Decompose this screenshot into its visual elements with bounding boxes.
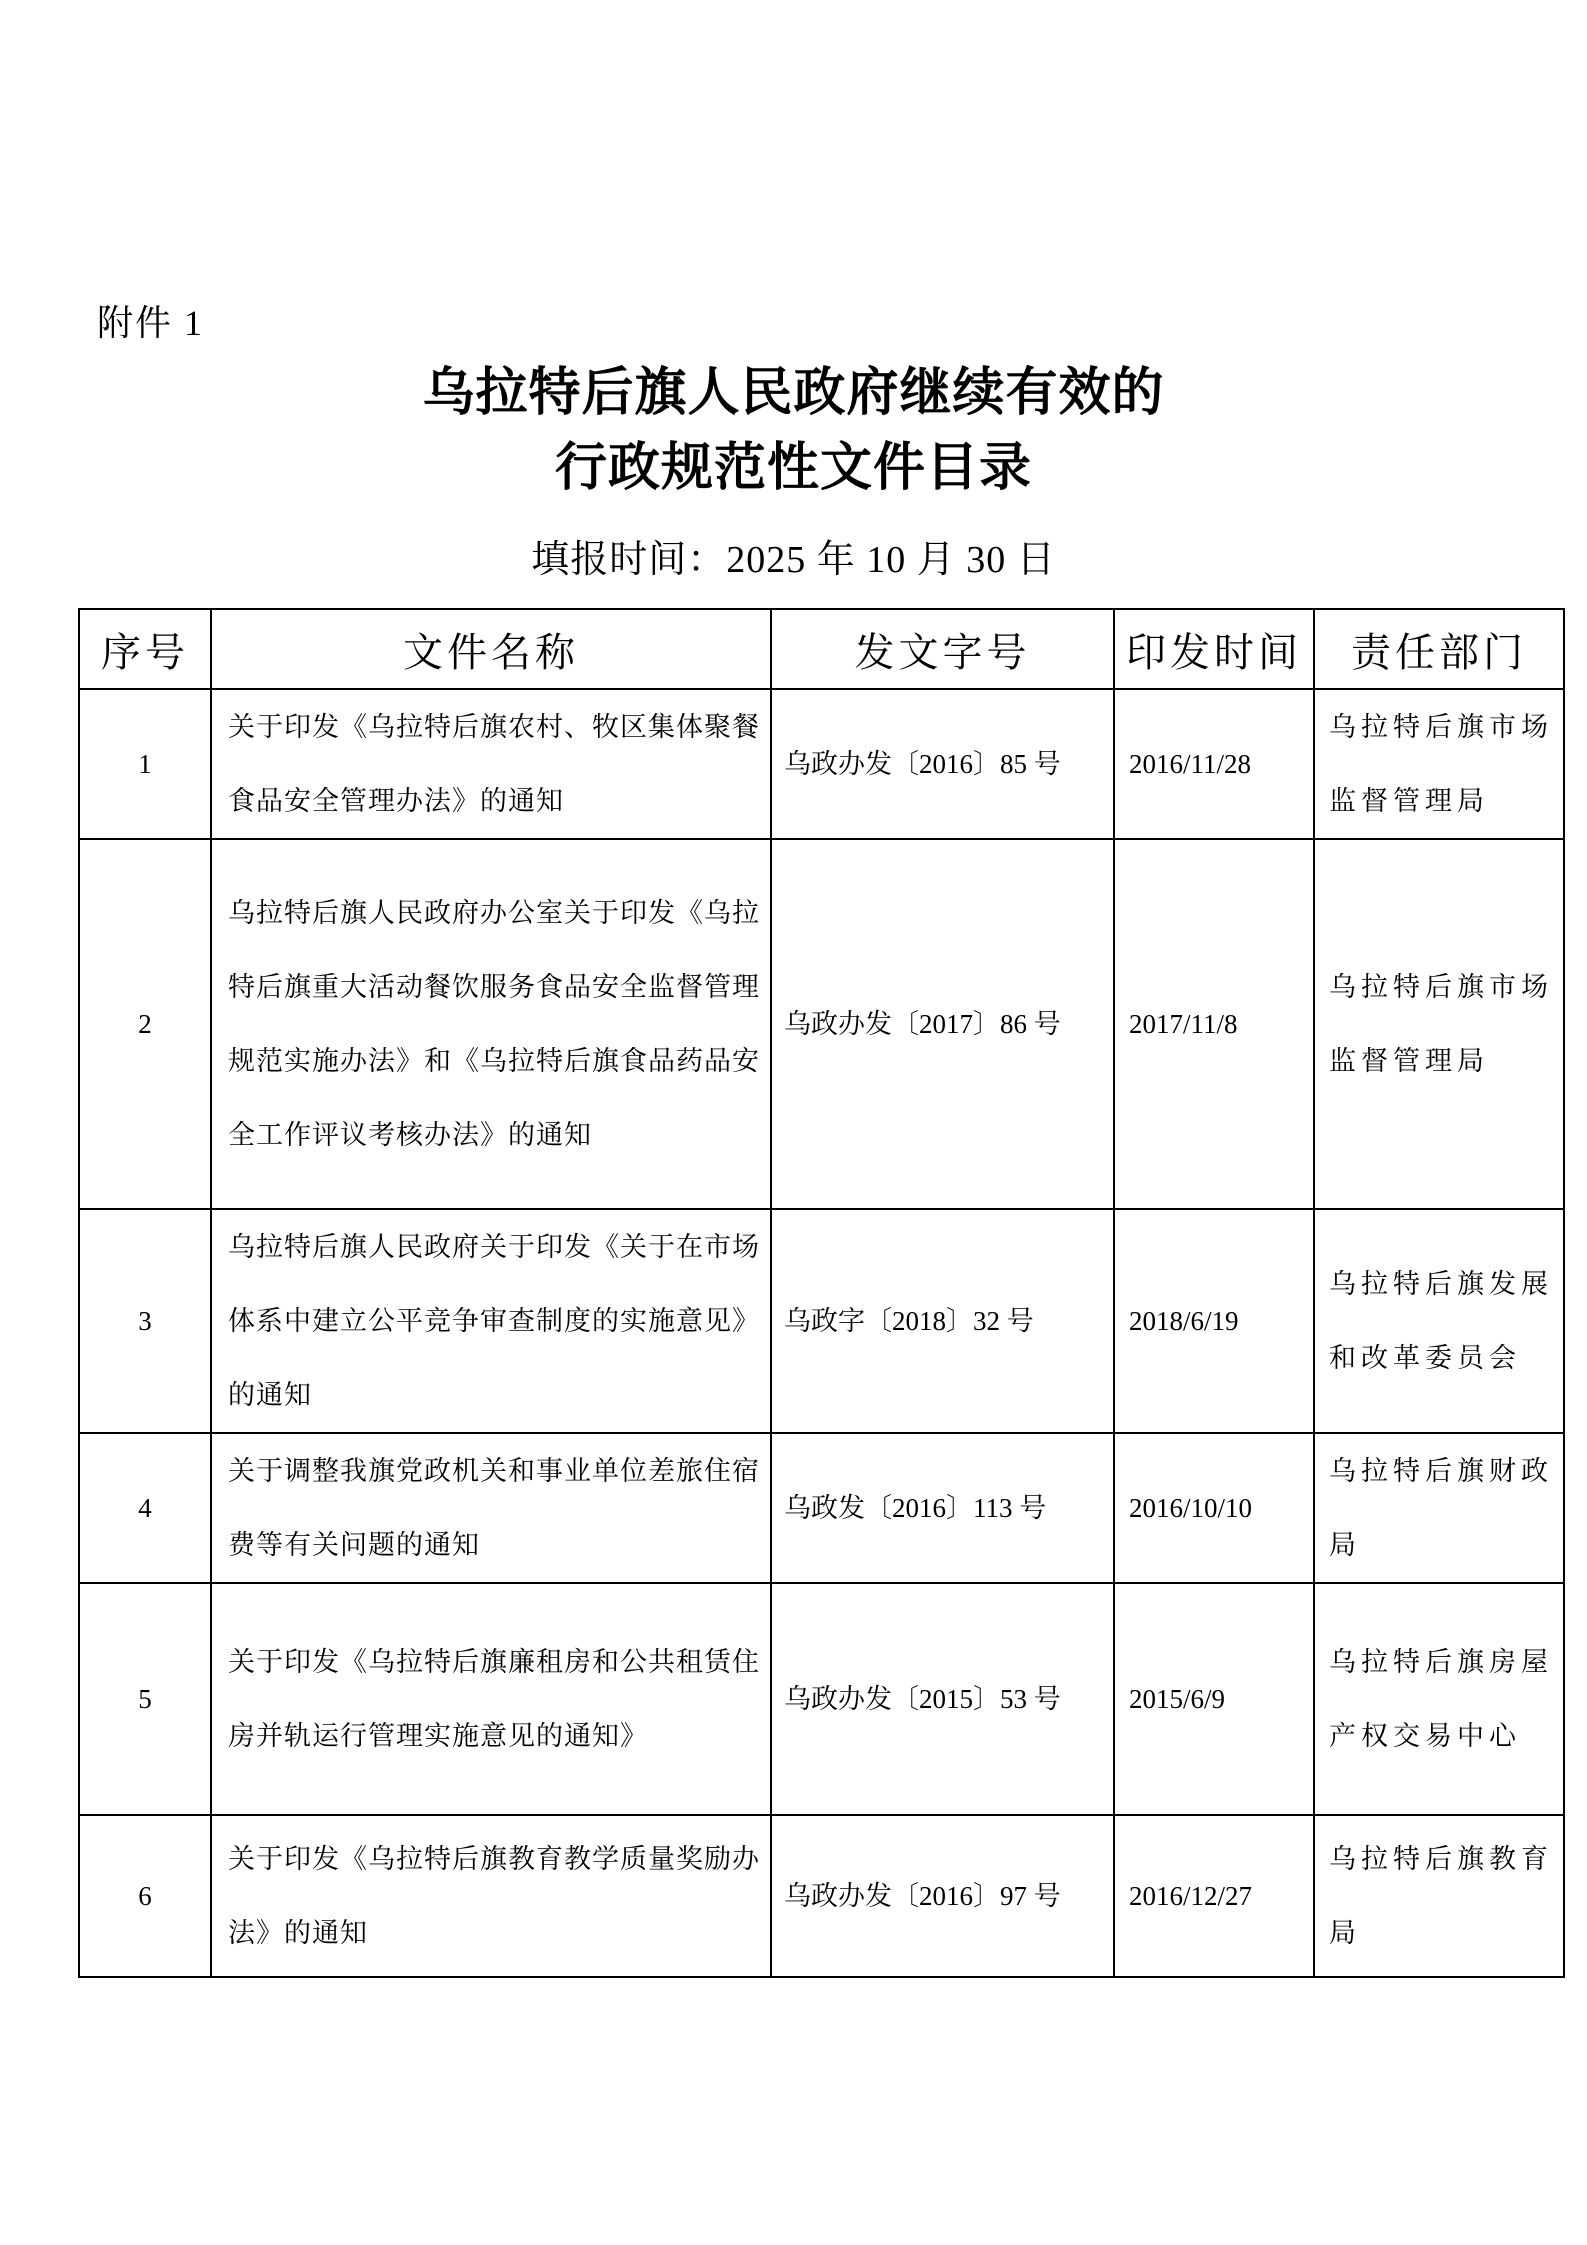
cell-serial-number: 3 [79, 1209, 211, 1433]
cell-document-name: 关于印发《乌拉特后旗农村、牧区集体聚餐食品安全管理办法》的通知 [211, 689, 771, 839]
cell-document-name: 关于调整我旗党政机关和事业单位差旅住宿费等有关问题的通知 [211, 1433, 771, 1583]
cell-document-code: 乌政办发〔2017〕86 号 [771, 839, 1114, 1209]
cell-issue-date: 2016/12/27 [1114, 1815, 1314, 1977]
table-row [79, 1815, 1564, 1977]
cell-responsible-department: 乌拉特后旗教育局 [1314, 1815, 1564, 1977]
attachment-label: 附件 1 [97, 303, 205, 343]
fill-date: 填报时间：2025 年 10 月 30 日 [531, 539, 1056, 581]
cell-responsible-department: 乌拉特后旗财政局 [1314, 1433, 1564, 1583]
cell-document-name: 关于印发《乌拉特后旗廉租房和公共租赁住房并轨运行管理实施意见的通知》 [211, 1583, 771, 1815]
header-issue-date: 印发时间 [1114, 609, 1314, 689]
document-title-line-2: 行政规范性文件目录 [554, 440, 1032, 497]
cell-document-name: 乌拉特后旗人民政府关于印发《关于在市场体系中建立公平竞争审查制度的实施意见》的通知 [211, 1209, 771, 1433]
cell-document-code: 乌政办发〔2015〕53 号 [771, 1583, 1114, 1815]
cell-document-name: 乌拉特后旗人民政府办公室关于印发《乌拉特后旗重大活动餐饮服务食品安全监督管理规范实施办法》和《乌拉特后旗食品药品安全工作评议考核办法》的通知 [211, 839, 771, 1209]
cell-issue-date: 2018/6/19 [1114, 1209, 1314, 1433]
document-title-line-1: 乌拉特后旗人民政府继续有效的 [422, 365, 1165, 422]
header-serial-number: 序号 [79, 609, 211, 689]
cell-document-code: 乌政办发〔2016〕85 号 [771, 689, 1114, 839]
cell-responsible-department: 乌拉特后旗发展和改革委员会 [1314, 1209, 1564, 1433]
header-responsible-department: 责任部门 [1314, 609, 1564, 689]
table-row [79, 689, 1564, 839]
header-document-name: 文件名称 [211, 609, 771, 689]
cell-serial-number: 4 [79, 1433, 211, 1583]
table-row [79, 1209, 1564, 1433]
cell-document-code: 乌政字〔2018〕32 号 [771, 1209, 1114, 1433]
cell-serial-number: 5 [79, 1583, 211, 1815]
cell-document-code: 乌政发〔2016〕113 号 [771, 1433, 1114, 1583]
cell-responsible-department: 乌拉特后旗房屋产权交易中心 [1314, 1583, 1564, 1815]
table-header-row [79, 609, 1564, 689]
table-row [79, 839, 1564, 1209]
cell-document-code: 乌政办发〔2016〕97 号 [771, 1815, 1114, 1977]
cell-responsible-department: 乌拉特后旗市场监督管理局 [1314, 689, 1564, 839]
table-row [79, 1433, 1564, 1583]
cell-serial-number: 6 [79, 1815, 211, 1977]
cell-issue-date: 2016/10/10 [1114, 1433, 1314, 1583]
cell-serial-number: 2 [79, 839, 211, 1209]
cell-issue-date: 2015/6/9 [1114, 1583, 1314, 1815]
header-document-code: 发文字号 [771, 609, 1114, 689]
cell-document-name: 关于印发《乌拉特后旗教育教学质量奖励办法》的通知 [211, 1815, 771, 1977]
document-list-table [78, 608, 1565, 1978]
cell-issue-date: 2017/11/8 [1114, 839, 1314, 1209]
cell-issue-date: 2016/11/28 [1114, 689, 1314, 839]
cell-responsible-department: 乌拉特后旗市场监督管理局 [1314, 839, 1564, 1209]
cell-serial-number: 1 [79, 689, 211, 839]
table-row [79, 1583, 1564, 1815]
